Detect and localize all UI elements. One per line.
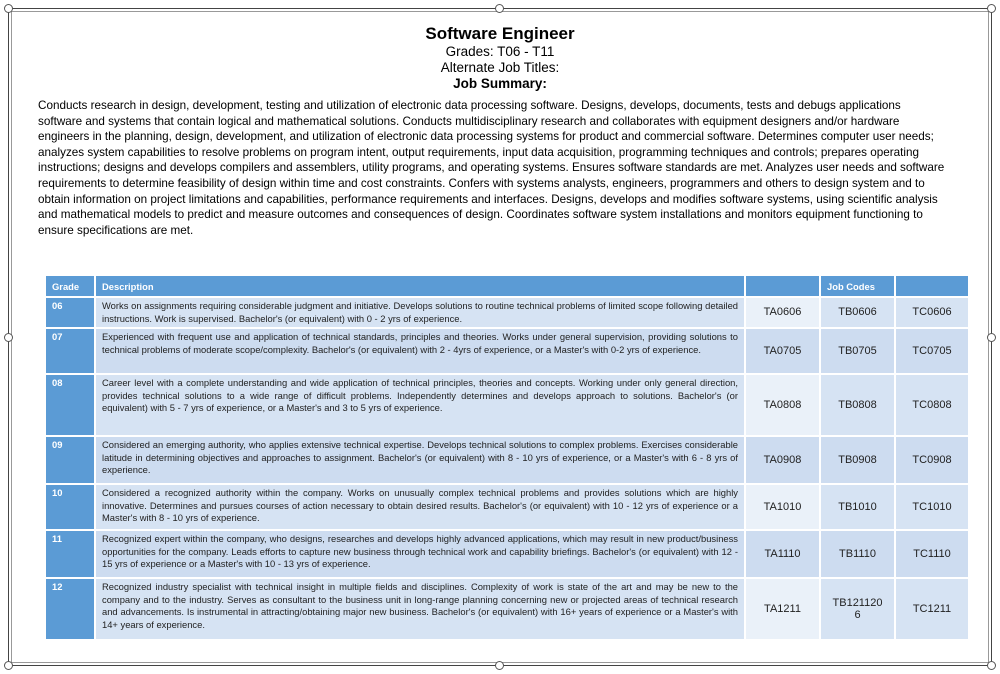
job-code-c: TC0908 (896, 437, 970, 485)
header-blank-2 (896, 276, 970, 298)
job-code-c: TC0606 (896, 298, 970, 329)
resize-handle-nw[interactable] (4, 4, 13, 13)
job-code-a: TA0606 (746, 298, 821, 329)
job-code-c: TC0705 (896, 329, 970, 375)
grade-cell: 07 (46, 329, 96, 375)
job-code-c: TC1110 (896, 531, 970, 579)
description-cell: Recognized industry specialist with technical insight in multiple fields and disciplines. Complexity of work is state of the art and may be new to the company and to the industry. Serves as consultant to the business unit in long-range planning concerning new or projected areas of technical research and advancements. Is instrumental in attracting/obtaining major new business. Bachelor's (or equivalent) with 16+ years of experience or a Master's with 14+ years of experience. (96, 579, 746, 641)
table-row (46, 531, 970, 579)
description-cell: Experienced with frequent use and application of technical standards, principles and theories. Works under general supervision, providing solutions to technical problems of moderate scope/complexity. Bachelor's (or equivalent) with 2 - 4yrs of experience, or a Master's with 0-2 yrs of experience. (96, 329, 746, 375)
description-cell: Works on assignments requiring considerable judgment and initiative. Develops solutions to routine technical problems of limited scope following detailed instructions. Work is supervised. Bachelor's (or equivalent) with 0 - 2 yrs of experience. (96, 298, 746, 329)
job-code-a: TA0808 (746, 375, 821, 437)
job-code-c: TC1010 (896, 485, 970, 531)
resize-handle-ne[interactable] (987, 4, 996, 13)
job-code-a: TA1010 (746, 485, 821, 531)
grade-cell: 10 (46, 485, 96, 531)
job-code-b: TB0808 (821, 375, 896, 437)
description-cell: Career level with a complete understanding and wide application of technical principles, theories and concepts. Working under only general direction, provides technical solutions to a wide range of difficult problems. Independently determines and develops approach to solutions. Bachelor's (or equivalent) with 5 - 7 yrs of experience, or a Master's and 3 to 5 yrs of experience. (96, 375, 746, 437)
document-header (30, 24, 970, 92)
resize-handle-e[interactable] (987, 333, 996, 342)
job-code-b: TB0908 (821, 437, 896, 485)
summary-heading: Job Summary: (453, 76, 547, 91)
job-grades-table (46, 276, 970, 641)
header-blank (746, 276, 821, 298)
grades-line: Grades: T06 - T11 (445, 44, 555, 59)
resize-handle-w[interactable] (4, 333, 13, 342)
table-row (46, 437, 970, 485)
table-header-row (46, 276, 970, 298)
job-code-b: TB0705 (821, 329, 896, 375)
table-row (46, 329, 970, 375)
alternate-titles: Alternate Job Titles: (440, 60, 560, 75)
grade-cell: 11 (46, 531, 96, 579)
job-code-a: TA1110 (746, 531, 821, 579)
resize-handle-n[interactable] (495, 4, 504, 13)
job-code-a: TA0705 (746, 329, 821, 375)
job-code-a: TA0908 (746, 437, 821, 485)
description-cell: Recognized expert within the company, who designs, researches and develops highly advanced applications, which may result in new product/business opportunities for the company. Leads efforts to capture new business through technical work and capability briefings. Bachelor's (or equivalent) with 12 - 15 yrs of experience or a Master's with 10 - 13 yrs of experience. (96, 531, 746, 579)
resize-handle-sw[interactable] (4, 661, 13, 670)
description-cell: Considered a recognized authority within the company. Works on unusually complex technical problems and provides solutions which are highly innovative. Determines and pursues courses of action necessary to obtain desired results. Bachelor's (or equivalent) with 10 - 12 yrs of experience or a Master's with 8 - 10 yrs of experience. (96, 485, 746, 531)
resize-handle-s[interactable] (495, 661, 504, 670)
job-code-c: TC1211 (896, 579, 970, 641)
job-code-b: TB0606 (821, 298, 896, 329)
job-code-b: TB1010 (821, 485, 896, 531)
job-code-b: TB121120 6 (821, 579, 896, 641)
header-job-codes: Job Codes (821, 276, 896, 298)
description-cell: Considered an emerging authority, who applies extensive technical expertise. Develops technical solutions to complex problems. Exercises considerable latitude in determining objectives and approaches to assignment. Bachelor's (or equivalent) with 8 - 10 yrs of experience, or a Master's with 6 - 8 yrs of experience. (96, 437, 746, 485)
table-row (46, 375, 970, 437)
job-code-c: TC0808 (896, 375, 970, 437)
grade-cell: 12 (46, 579, 96, 641)
job-code-b: TB1110 (821, 531, 896, 579)
grade-cell: 08 (46, 375, 96, 437)
job-code-a: TA1211 (746, 579, 821, 641)
page-title: Software Engineer (425, 24, 575, 43)
header-description: Description (96, 276, 746, 298)
table-row (46, 485, 970, 531)
header-grade: Grade (46, 276, 96, 298)
job-summary: Conducts research in design, development, testing and utilization of electronic data processing software. Designs, develops, documents, tests and debugs applications software and systems that contain logical and mathematical solutions. Conducts multidisciplinary research and collaborates with equipment designers and/or hardware engineers in the planning, design, development, and utilization of electronic data processing systems for product and commercial software. Determines computer user needs; analyzes system capabilities to resolve problems on program intent, output requirements, input data acquisition, programming techniques and controls; prepares operating instructions; designs and develops compilers and assemblers, utility programs, and operating systems. Ensures software standards are met. Analyzes user needs and software requirements to determine feasibility of design within time and cost constraints. Confers with systems analysts, engineers, programmers and others to design system and to obtain information on project limitations and capabilities, performance requirements and interfaces. Designs, develops and modifies software systems, using scientific analysis and mathematical models to predict and measure outcomes and consequences of design. Coordinates software system installations and monitors equipment functioning to ensure specifications are met. (38, 99, 945, 237)
table-row (46, 298, 970, 329)
table-row (46, 579, 970, 641)
grade-cell: 06 (46, 298, 96, 329)
grade-cell: 09 (46, 437, 96, 485)
resize-handle-se[interactable] (987, 661, 996, 670)
